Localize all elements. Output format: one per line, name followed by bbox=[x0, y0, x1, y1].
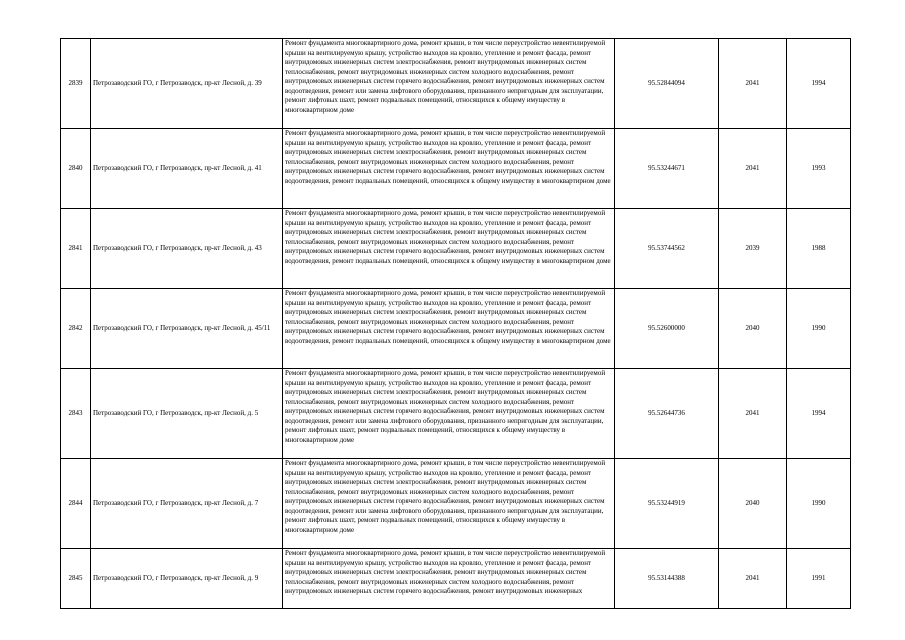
address-cell: Петрозаводский ГО, г Петрозаводск, пр-кт Лесной, д. 39 bbox=[91, 39, 283, 129]
address-cell: Петрозаводский ГО, г Петрозаводск, пр-кт Лесной, д. 9 bbox=[91, 549, 283, 609]
index-cell: 95.53744562 bbox=[615, 209, 719, 289]
index-cell: 95.53144388 bbox=[615, 549, 719, 609]
row-number-cell: 2843 bbox=[61, 369, 91, 459]
built-year-cell: 1990 bbox=[787, 459, 851, 549]
row-number-cell: 2844 bbox=[61, 459, 91, 549]
table-row bbox=[61, 549, 851, 609]
table-row bbox=[61, 209, 851, 289]
table-row bbox=[61, 369, 851, 459]
built-year-cell: 1994 bbox=[787, 369, 851, 459]
works-cell: Ремонт фундамента многоквартирного дома, ремонт крыши, в том числе переустройство невентилируемой крыши на вентилируемую крышу, устройство выходов на кровлю, утепление и ремонт фасада, ремонт внутридомовых инженерных систем электроснабжения, ремонт внутридомовых инженерных систем теплоснабжения, ремонт внутридомовых инженерных систем холодного водоснабжения, ремонт внутридомовых инженерных систем горячего водоснабжения, ремонт внутридомовых инженерных bbox=[283, 549, 615, 609]
built-year-cell: 1991 bbox=[787, 549, 851, 609]
table-row bbox=[61, 459, 851, 549]
built-year-cell: 1990 bbox=[787, 289, 851, 369]
capital-repair-table bbox=[60, 38, 851, 609]
works-cell: Ремонт фундамента многоквартирного дома, ремонт крыши, в том числе переустройство невентилируемой крыши на вентилируемую крышу, устройство выходов на кровлю, утепление и ремонт фасада, ремонт внутридомовых инженерных систем электроснабжения, ремонт внутридомовых инженерных систем теплоснабжения, ремонт внутридомовых инженерных систем холодного водоснабжения, ремонт внутридомовых инженерных систем горячего водоснабжения, ремонт внутридомовых инженерных систем водоотведения, ремонт или замена лифтового оборудования, признанного непригодным для эксплуатации, ремонт лифтовых шахт, ремонт подвальных помещений, относящихся к общему имуществу в многоквартирном доме bbox=[283, 459, 615, 549]
works-cell: Ремонт фундамента многоквартирного дома, ремонт крыши, в том числе переустройство невентилируемой крыши на вентилируемую крышу, устройство выходов на кровлю, утепление и ремонт фасада, ремонт внутридомовых инженерных систем электроснабжения, ремонт внутридомовых инженерных систем теплоснабжения, ремонт внутридомовых инженерных систем холодного водоснабжения, ремонт внутридомовых инженерных систем горячего водоснабжения, ремонт внутридомовых инженерных систем водоотведения, ремонт подвальных помещений, относящихся к общему имуществу в многоквартирном доме bbox=[283, 289, 615, 369]
table-row bbox=[61, 39, 851, 129]
row-number-cell: 2841 bbox=[61, 209, 91, 289]
address-cell: Петрозаводский ГО, г Петрозаводск, пр-кт Лесной, д. 41 bbox=[91, 129, 283, 209]
table-row bbox=[61, 129, 851, 209]
repair-year-cell: 2040 bbox=[719, 289, 787, 369]
repair-year-cell: 2041 bbox=[719, 549, 787, 609]
repair-year-cell: 2041 bbox=[719, 129, 787, 209]
row-number-cell: 2845 bbox=[61, 549, 91, 609]
works-cell: Ремонт фундамента многоквартирного дома, ремонт крыши, в том числе переустройство невентилируемой крыши на вентилируемую крышу, устройство выходов на кровлю, утепление и ремонт фасада, ремонт внутридомовых инженерных систем электроснабжения, ремонт внутридомовых инженерных систем теплоснабжения, ремонт внутридомовых инженерных систем холодного водоснабжения, ремонт внутридомовых инженерных систем горячего водоснабжения, ремонт внутридомовых инженерных систем водоотведения, ремонт или замена лифтового оборудования, признанного непригодным для эксплуатации, ремонт лифтовых шахт, ремонт подвальных помещений, относящихся к общему имуществу в многоквартирном доме bbox=[283, 39, 615, 129]
table-row bbox=[61, 289, 851, 369]
works-cell: Ремонт фундамента многоквартирного дома, ремонт крыши, в том числе переустройство невентилируемой крыши на вентилируемую крышу, устройство выходов на кровлю, утепление и ремонт фасада, ремонт внутридомовых инженерных систем электроснабжения, ремонт внутридомовых инженерных систем теплоснабжения, ремонт внутридомовых инженерных систем холодного водоснабжения, ремонт внутридомовых инженерных систем горячего водоснабжения, ремонт внутридомовых инженерных систем водоотведения, ремонт или замена лифтового оборудования, признанного непригодным для эксплуатации, ремонт лифтовых шахт, ремонт подвальных помещений, относящихся к общему имуществу в многоквартирном доме bbox=[283, 369, 615, 459]
index-cell: 95.52644736 bbox=[615, 369, 719, 459]
works-cell: Ремонт фундамента многоквартирного дома, ремонт крыши, в том числе переустройство невентилируемой крыши на вентилируемую крышу, устройство выходов на кровлю, утепление и ремонт фасада, ремонт внутридомовых инженерных систем электроснабжения, ремонт внутридомовых инженерных систем теплоснабжения, ремонт внутридомовых инженерных систем холодного водоснабжения, ремонт внутридомовых инженерных систем горячего водоснабжения, ремонт внутридомовых инженерных систем водоотведения, ремонт подвальных помещений, относящихся к общему имуществу в многоквартирном доме bbox=[283, 129, 615, 209]
index-cell: 95.53244671 bbox=[615, 129, 719, 209]
built-year-cell: 1994 bbox=[787, 39, 851, 129]
index-cell: 95.53244919 bbox=[615, 459, 719, 549]
address-cell: Петрозаводский ГО, г Петрозаводск, пр-кт Лесной, д. 45/11 bbox=[91, 289, 283, 369]
address-cell: Петрозаводский ГО, г Петрозаводск, пр-кт Лесной, д. 7 bbox=[91, 459, 283, 549]
row-number-cell: 2842 bbox=[61, 289, 91, 369]
repair-year-cell: 2039 bbox=[719, 209, 787, 289]
index-cell: 95.52844094 bbox=[615, 39, 719, 129]
works-cell: Ремонт фундамента многоквартирного дома, ремонт крыши, в том числе переустройство невентилируемой крыши на вентилируемую крышу, устройство выходов на кровлю, утепление и ремонт фасада, ремонт внутридомовых инженерных систем электроснабжения, ремонт внутридомовых инженерных систем теплоснабжения, ремонт внутридомовых инженерных систем холодного водоснабжения, ремонт внутридомовых инженерных систем горячего водоснабжения, ремонт внутридомовых инженерных систем водоотведения, ремонт подвальных помещений, относящихся к общему имуществу в многоквартирном доме bbox=[283, 209, 615, 289]
repair-year-cell: 2040 bbox=[719, 459, 787, 549]
index-cell: 95.52600000 bbox=[615, 289, 719, 369]
address-cell: Петрозаводский ГО, г Петрозаводск, пр-кт Лесной, д. 43 bbox=[91, 209, 283, 289]
row-number-cell: 2839 bbox=[61, 39, 91, 129]
built-year-cell: 1993 bbox=[787, 129, 851, 209]
repair-year-cell: 2041 bbox=[719, 39, 787, 129]
row-number-cell: 2840 bbox=[61, 129, 91, 209]
built-year-cell: 1988 bbox=[787, 209, 851, 289]
address-cell: Петрозаводский ГО, г Петрозаводск, пр-кт Лесной, д. 5 bbox=[91, 369, 283, 459]
repair-year-cell: 2041 bbox=[719, 369, 787, 459]
